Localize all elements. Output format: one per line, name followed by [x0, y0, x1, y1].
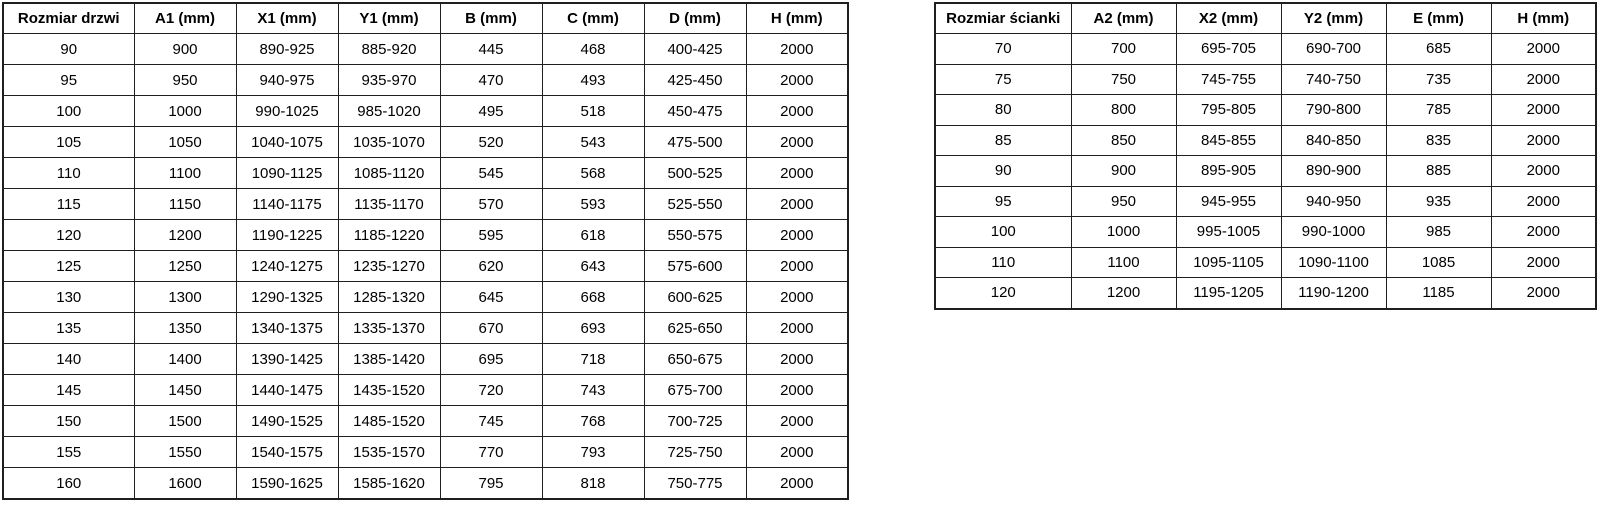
- table-cell: 1240-1275: [236, 251, 338, 282]
- table-cell: 593: [542, 189, 644, 220]
- table-cell: 160: [3, 468, 134, 500]
- table-cell: 100: [935, 217, 1071, 248]
- table-cell: 2000: [746, 189, 848, 220]
- table-cell: 150: [3, 406, 134, 437]
- table-cell: 2000: [746, 406, 848, 437]
- table-row: [3, 189, 848, 220]
- table-cell: 493: [542, 65, 644, 96]
- table-cell: 155: [3, 437, 134, 468]
- table-cell: 1050: [134, 127, 236, 158]
- table-cell: 675-700: [644, 375, 746, 406]
- table-row: [3, 468, 848, 500]
- table-cell: 1350: [134, 313, 236, 344]
- table-cell: 2000: [1491, 156, 1596, 187]
- table-cell: 95: [935, 186, 1071, 217]
- table-row: [3, 34, 848, 65]
- column-header: E (mm): [1386, 3, 1491, 34]
- table-cell: 2000: [1491, 125, 1596, 156]
- table-cell: 850: [1071, 125, 1176, 156]
- column-header: X2 (mm): [1176, 3, 1281, 34]
- table-row: [935, 125, 1596, 156]
- table-cell: 885-920: [338, 34, 440, 65]
- column-header: A1 (mm): [134, 3, 236, 34]
- table-cell: 645: [440, 282, 542, 313]
- table-row: [935, 247, 1596, 278]
- table-cell: 785: [1386, 95, 1491, 126]
- table-cell: 425-450: [644, 65, 746, 96]
- table-cell: 140: [3, 344, 134, 375]
- table-cell: 1490-1525: [236, 406, 338, 437]
- table-cell: 100: [3, 96, 134, 127]
- table-cell: 120: [3, 220, 134, 251]
- table-cell: 90: [3, 34, 134, 65]
- table-cell: 2000: [746, 220, 848, 251]
- table-cell: 1200: [1071, 278, 1176, 309]
- table-cell: 2000: [746, 313, 848, 344]
- table-cell: 2000: [746, 251, 848, 282]
- table-cell: 945-955: [1176, 186, 1281, 217]
- table-cell: 740-750: [1281, 64, 1386, 95]
- table-cell: 2000: [1491, 217, 1596, 248]
- table-cell: 475-500: [644, 127, 746, 158]
- table-cell: 570: [440, 189, 542, 220]
- table-cell: 700-725: [644, 406, 746, 437]
- table-cell: 95: [3, 65, 134, 96]
- table-cell: 120: [935, 278, 1071, 309]
- table-row: [3, 251, 848, 282]
- table-cell: 643: [542, 251, 644, 282]
- table-cell: 1585-1620: [338, 468, 440, 500]
- table-cell: 110: [935, 247, 1071, 278]
- table-cell: 1095-1105: [1176, 247, 1281, 278]
- table-cell: 1535-1570: [338, 437, 440, 468]
- table-row: [3, 406, 848, 437]
- table-cell: 1300: [134, 282, 236, 313]
- table-row: [3, 313, 848, 344]
- table-cell: 1335-1370: [338, 313, 440, 344]
- table-cell: 1550: [134, 437, 236, 468]
- table-cell: 400-425: [644, 34, 746, 65]
- table-cell: 1385-1420: [338, 344, 440, 375]
- table-cell: 518: [542, 96, 644, 127]
- table-cell: 1100: [134, 158, 236, 189]
- table-cell: 750: [1071, 64, 1176, 95]
- wall-table-header-row: [935, 3, 1596, 34]
- table-row: [3, 220, 848, 251]
- table-cell: 543: [542, 127, 644, 158]
- table-cell: 2000: [746, 34, 848, 65]
- table-cell: 940-975: [236, 65, 338, 96]
- table-row: [935, 34, 1596, 65]
- table-cell: 900: [1071, 156, 1176, 187]
- table-cell: 445: [440, 34, 542, 65]
- table-cell: 2000: [746, 437, 848, 468]
- table-cell: 668: [542, 282, 644, 313]
- table-cell: 670: [440, 313, 542, 344]
- door-table-body: [3, 34, 848, 500]
- table-cell: 985: [1386, 217, 1491, 248]
- table-cell: 110: [3, 158, 134, 189]
- column-header: Rozmiar ścianki: [935, 3, 1071, 34]
- table-cell: 1190-1225: [236, 220, 338, 251]
- table-cell: 985-1020: [338, 96, 440, 127]
- table-cell: 2000: [1491, 186, 1596, 217]
- table-cell: 525-550: [644, 189, 746, 220]
- door-size-table: [2, 2, 849, 500]
- table-cell: 935-970: [338, 65, 440, 96]
- table-cell: 470: [440, 65, 542, 96]
- table-cell: 1195-1205: [1176, 278, 1281, 309]
- table-cell: 2000: [1491, 247, 1596, 278]
- column-header: Rozmiar drzwi: [3, 3, 134, 34]
- table-cell: 745: [440, 406, 542, 437]
- table-cell: 890-925: [236, 34, 338, 65]
- table-row: [3, 158, 848, 189]
- column-header: X1 (mm): [236, 3, 338, 34]
- table-cell: 1340-1375: [236, 313, 338, 344]
- table-cell: 90: [935, 156, 1071, 187]
- table-cell: 145: [3, 375, 134, 406]
- table-cell: 2000: [746, 375, 848, 406]
- table-cell: 2000: [1491, 95, 1596, 126]
- table-cell: 520: [440, 127, 542, 158]
- table-cell: 690-700: [1281, 34, 1386, 65]
- column-header: Y2 (mm): [1281, 3, 1386, 34]
- table-cell: 1500: [134, 406, 236, 437]
- table-cell: 2000: [746, 282, 848, 313]
- table-cell: 1485-1520: [338, 406, 440, 437]
- table-cell: 545: [440, 158, 542, 189]
- table-cell: 735: [1386, 64, 1491, 95]
- table-cell: 795-805: [1176, 95, 1281, 126]
- table-cell: 900: [134, 34, 236, 65]
- table-cell: 1440-1475: [236, 375, 338, 406]
- wall-table-body: [935, 34, 1596, 309]
- table-cell: 575-600: [644, 251, 746, 282]
- table-row: [3, 375, 848, 406]
- table-cell: 2000: [746, 158, 848, 189]
- table-row: [3, 96, 848, 127]
- table-row: [3, 437, 848, 468]
- table-cell: 1000: [134, 96, 236, 127]
- table-cell: 568: [542, 158, 644, 189]
- table-cell: 70: [935, 34, 1071, 65]
- table-cell: 990-1025: [236, 96, 338, 127]
- table-cell: 1085-1120: [338, 158, 440, 189]
- table-row: [3, 282, 848, 313]
- table-row: [935, 217, 1596, 248]
- table-cell: 1450: [134, 375, 236, 406]
- table-cell: 940-950: [1281, 186, 1386, 217]
- table-cell: 620: [440, 251, 542, 282]
- table-cell: 1185-1220: [338, 220, 440, 251]
- table-cell: 1435-1520: [338, 375, 440, 406]
- table-cell: 745-755: [1176, 64, 1281, 95]
- table-cell: 950: [134, 65, 236, 96]
- table-cell: 1600: [134, 468, 236, 500]
- table-cell: 750-775: [644, 468, 746, 500]
- table-cell: 625-650: [644, 313, 746, 344]
- table-cell: 85: [935, 125, 1071, 156]
- table-cell: 125: [3, 251, 134, 282]
- table-cell: 1140-1175: [236, 189, 338, 220]
- table-cell: 695-705: [1176, 34, 1281, 65]
- table-cell: 1150: [134, 189, 236, 220]
- table-cell: 105: [3, 127, 134, 158]
- table-cell: 1090-1125: [236, 158, 338, 189]
- table-row: [935, 95, 1596, 126]
- table-cell: 115: [3, 189, 134, 220]
- table-cell: 720: [440, 375, 542, 406]
- table-cell: 2000: [746, 127, 848, 158]
- table-row: [3, 127, 848, 158]
- table-cell: 450-475: [644, 96, 746, 127]
- table-cell: 990-1000: [1281, 217, 1386, 248]
- table-cell: 790-800: [1281, 95, 1386, 126]
- table-cell: 793: [542, 437, 644, 468]
- table-cell: 600-625: [644, 282, 746, 313]
- table-cell: 725-750: [644, 437, 746, 468]
- table-cell: 2000: [1491, 34, 1596, 65]
- table-cell: 2000: [746, 344, 848, 375]
- table-cell: 1035-1070: [338, 127, 440, 158]
- door-table-header-row: [3, 3, 848, 34]
- table-row: [935, 64, 1596, 95]
- table-cell: 1185: [1386, 278, 1491, 309]
- table-row: [935, 278, 1596, 309]
- table-cell: 845-855: [1176, 125, 1281, 156]
- table-cell: 618: [542, 220, 644, 251]
- table-cell: 80: [935, 95, 1071, 126]
- table-cell: 840-850: [1281, 125, 1386, 156]
- table-cell: 1190-1200: [1281, 278, 1386, 309]
- column-header: C (mm): [542, 3, 644, 34]
- table-cell: 1135-1170: [338, 189, 440, 220]
- table-cell: 695: [440, 344, 542, 375]
- table-cell: 795: [440, 468, 542, 500]
- table-row: [3, 65, 848, 96]
- table-cell: 693: [542, 313, 644, 344]
- table-cell: 468: [542, 34, 644, 65]
- table-cell: 135: [3, 313, 134, 344]
- table-cell: 818: [542, 468, 644, 500]
- table-cell: 718: [542, 344, 644, 375]
- table-cell: 1590-1625: [236, 468, 338, 500]
- table-cell: 685: [1386, 34, 1491, 65]
- wall-size-table: [934, 2, 1597, 310]
- table-row: [935, 186, 1596, 217]
- table-cell: 650-675: [644, 344, 746, 375]
- table-cell: 935: [1386, 186, 1491, 217]
- table-cell: 700: [1071, 34, 1176, 65]
- table-cell: 1250: [134, 251, 236, 282]
- table-cell: 595: [440, 220, 542, 251]
- table-cell: 1400: [134, 344, 236, 375]
- table-cell: 495: [440, 96, 542, 127]
- table-cell: 1235-1270: [338, 251, 440, 282]
- table-cell: 75: [935, 64, 1071, 95]
- table-cell: 2000: [746, 96, 848, 127]
- column-header: Y1 (mm): [338, 3, 440, 34]
- table-cell: 995-1005: [1176, 217, 1281, 248]
- table-cell: 743: [542, 375, 644, 406]
- table-cell: 2000: [746, 65, 848, 96]
- table-cell: 1200: [134, 220, 236, 251]
- table-row: [3, 344, 848, 375]
- table-cell: 2000: [1491, 64, 1596, 95]
- table-cell: 1040-1075: [236, 127, 338, 158]
- table-cell: 768: [542, 406, 644, 437]
- table-cell: 2000: [1491, 278, 1596, 309]
- table-cell: 500-525: [644, 158, 746, 189]
- table-cell: 835: [1386, 125, 1491, 156]
- column-header: D (mm): [644, 3, 746, 34]
- column-header: H (mm): [746, 3, 848, 34]
- table-cell: 1285-1320: [338, 282, 440, 313]
- table-cell: 770: [440, 437, 542, 468]
- table-cell: 890-900: [1281, 156, 1386, 187]
- column-header: A2 (mm): [1071, 3, 1176, 34]
- table-cell: 800: [1071, 95, 1176, 126]
- table-cell: 1100: [1071, 247, 1176, 278]
- column-header: B (mm): [440, 3, 542, 34]
- table-cell: 885: [1386, 156, 1491, 187]
- table-cell: 950: [1071, 186, 1176, 217]
- column-header: H (mm): [1491, 3, 1596, 34]
- table-cell: 1290-1325: [236, 282, 338, 313]
- table-cell: 1090-1100: [1281, 247, 1386, 278]
- table-cell: 1085: [1386, 247, 1491, 278]
- table-cell: 1540-1575: [236, 437, 338, 468]
- table-cell: 2000: [746, 468, 848, 500]
- table-cell: 550-575: [644, 220, 746, 251]
- table-cell: 1390-1425: [236, 344, 338, 375]
- table-cell: 1000: [1071, 217, 1176, 248]
- table-row: [935, 156, 1596, 187]
- table-cell: 130: [3, 282, 134, 313]
- table-cell: 895-905: [1176, 156, 1281, 187]
